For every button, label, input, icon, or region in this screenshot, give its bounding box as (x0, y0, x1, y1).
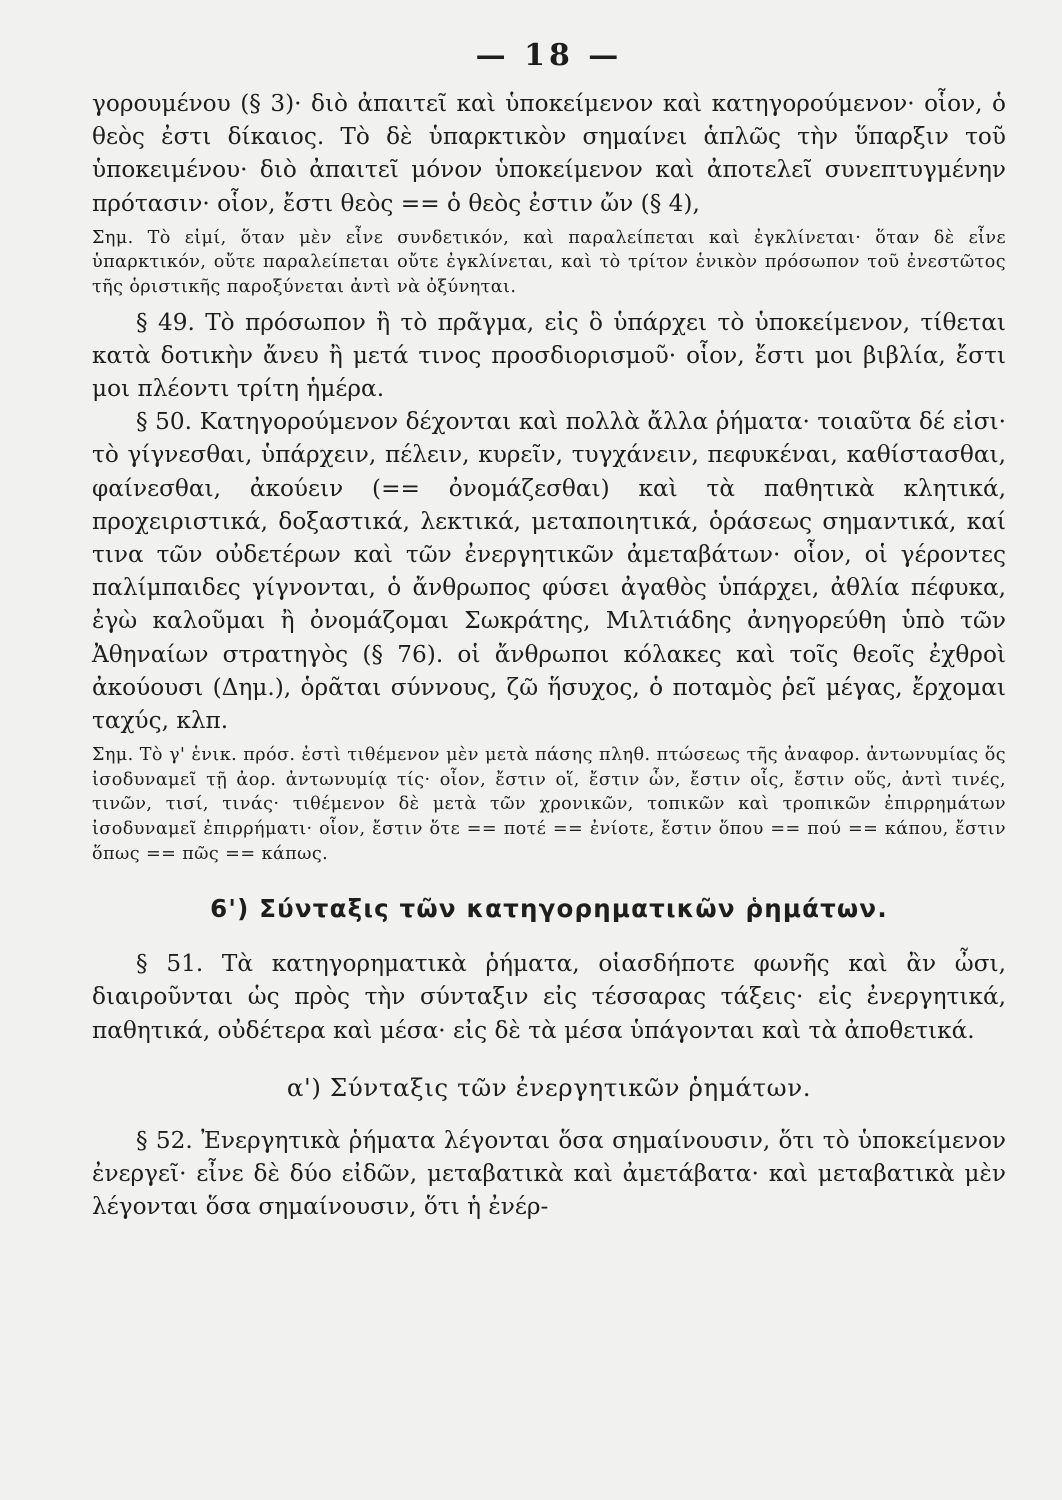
paragraph-continuation: γορουμένου (§ 3)· διὸ ἀπαιτεῖ καὶ ὑποκείμενον καὶ κατηγορούμενον· οἷον, ὁ θεὸς ἐστι δίκαιος. Τὸ δὲ ὑπαρκτικὸν σημαίνει ἁπλῶς τὴν ὕπαρξιν τοῦ ὑποκειμένου· διὸ ἀπαιτεῖ μόνον ὑποκείμενον καὶ ἀποτελεῖ συνεπτυγμένην πρότασιν· οἷον, ἔστι θεὸς == ὁ θεὸς ἐστιν ὤν (§ 4), (92, 90, 1006, 217)
page-number: — 18 — (475, 38, 623, 73)
paragraph-52: § 52. Ἐνεργητικὰ ῥήματα λέγονται ὅσα σημαίνουσιν, ὅτι τὸ ὑποκείμενον ἐνεργεῖ· εἶνε δὲ δύο εἰδῶν, μεταβατικὰ καὶ ἀμετάβατα· καὶ μεταβατικὰ μὲν λέγονται ὅσα σημαίνουσιν, ὅτι ἡ ἐνέρ- (92, 1126, 1006, 1221)
paragraph-49: § 49. Τὸ πρόσωπον ἢ τὸ πρᾶγμα, εἰς ὃ ὑπάρχει τὸ ὑποκείμενον, τίθεται κατὰ δοτικὴν ἄνευ ἢ μετά τινος προσδιορισμοῦ· οἷον, ἔστι μοι βιβλία, ἔστι μοι πλέοντι τρίτη ἡμέρα. (92, 308, 1006, 402)
paragraph-50: § 50. Κατηγορούμενον δέχονται καὶ πολλὰ ἄλλα ῥήματα· τοιαῦτα δέ εἰσι· τὸ γίγνεσθαι, ὑπάρχειν, πέλειν, κυρεῖν, τυγχάνειν, πεφυκέναι, καθίστασθαι, φαίνεσθαι, ἀκούειν (== ὀνομάζεσθαι) καὶ τὰ παθητικὰ κλητικά, προχειριστικά, δοξαστικά, λεκτικά, μεταποιητικά, ὁράσεως σημαντικά, καί τινα τῶν οὐδετέρων καὶ τῶν ἐνεργητικῶν ἀμεταβάτων· οἷον, οἱ γέροντες παλίμπαιδες γίγνονται, ὁ ἄνθρωπος φύσει ἀγαθὸς ὑπάρχει, ἀθλία πέφυκα, ἐγὼ καλοῦμαι ἢ ὀνομάζομαι Σωκράτης, Μιλτιάδης ἀνηγορεύθη ὑπὸ τῶν Ἀθηναίων στρατηγὸς (§ 76). οἱ ἄνθρωποι κόλακες καὶ τοῖς θεοῖς ἐχθροὶ ἀκούουσι (Δημ.), ὁρᾶται σύννους, ζῶ ἥσυχος, ὁ ποταμὸς ῥεῖ μέγας, ἔρχομαι ταχύς, κλπ. (92, 408, 1006, 735)
note-2: Σημ. Τὸ γ' ἑνικ. πρόσ. ἐστὶ τιθέμενον μὲν μετὰ πάσης πληθ. πτώσεως τῆς ἀναφορ. ἀντωνυμίας ὅς ἰσοδυναμεῖ τῇ ἀορ. ἀντωνυμίᾳ τίς· οἷον, ἔστιν οἵ, ἔστιν ὧν, ἔστιν οἷς, ἔστιν οὕς, ἀντὶ τινές, τινῶν, τισί, τινάς· τιθέμενον δὲ μετὰ τῶν χρονικῶν, τοπικῶν καὶ τροπικῶν ἐπιρρημάτων ἰσοδυναμεῖ ἐπιρρήματι· οἷον, ἔστιν ὅτε == ποτέ == ἐνίοτε, ἔστιν ὅπου == πού == κάπου, ἔστιν ὅπως == πῶς == κάπως. (92, 745, 1006, 864)
section-title: 6') Σύνταξις τῶν κατηγορηματικῶν ῥημάτων. (210, 894, 888, 924)
subsection-title: α') Σύνταξις τῶν ἐνεργητικῶν ῥημάτων. (286, 1072, 812, 1102)
note-1: Σημ. Τὸ εἰμί, ὅταν μὲν εἶνε συνδετικόν, καὶ παραλείπεται καὶ ἐγκλίνεται· ὅταν δὲ εἶνε ὑπαρκτικόν, οὔτε παραλείπεται οὔτε ἐγκλίνεται, καὶ τὸ τρίτον ἑνικὸν πρόσωπον τοῦ ἐνεστῶτος τῆς ὁριστικῆς παροξύνεται ἀντὶ νὰ ὀξύνηται. (92, 227, 1006, 297)
paragraph-51: § 51. Τὰ κατηγορηματικὰ ῥήματα, οἱασδήποτε φωνῆς καὶ ἂν ὦσι, διαιροῦνται ὡς πρὸς τὴν σύνταξιν εἰς τέσσαρας τάξεις· εἰς ἐνεργητικά, παθητικά, οὐδέτερα καὶ μέσα· εἰς δὲ τὰ μέσα ὑπάγονται καὶ τὰ ἀποθετικά. (92, 950, 1006, 1044)
